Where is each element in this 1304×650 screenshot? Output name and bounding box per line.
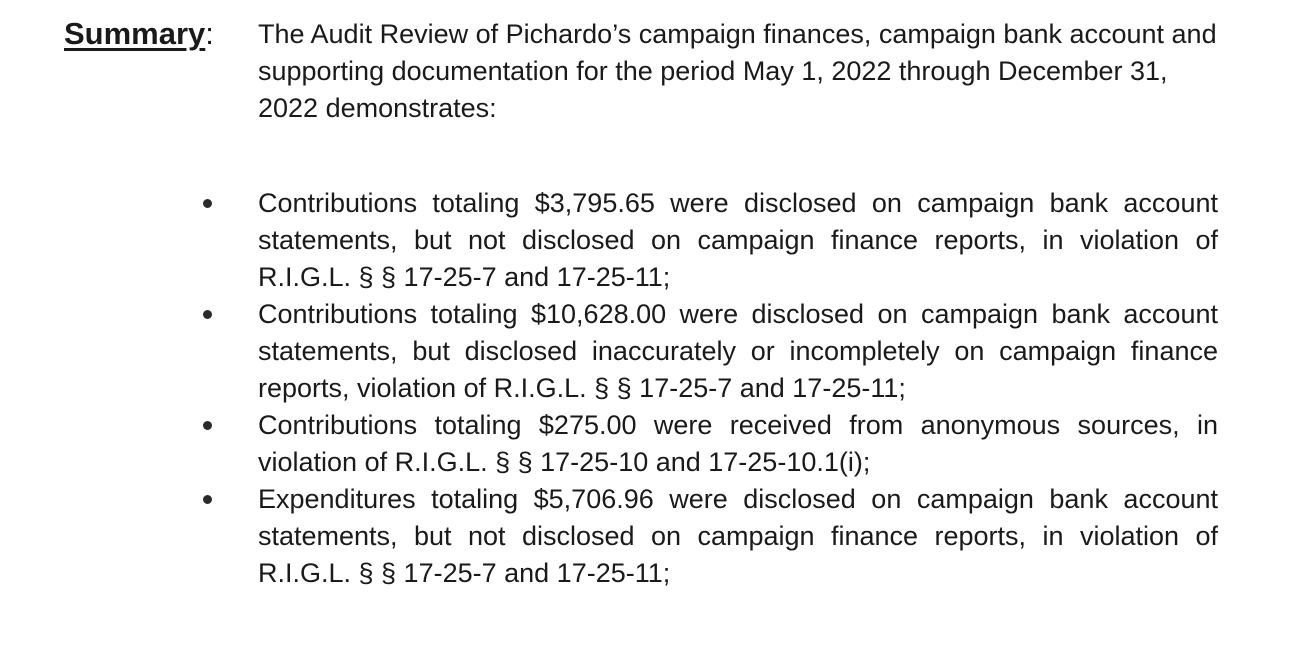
bullet-icon [203,421,212,430]
finding-text: Expenditures totaling $5,706.96 were disclosed on campaign bank account statements, but not disclosed on campaign finance reports, in violation of R.I.G.L. § § 17-25-7 and 17-25-11; [258,484,1218,588]
summary-colon: : [205,16,214,51]
finding-item [203,407,1218,481]
finding-item [203,185,1218,296]
bullet-icon [203,199,212,208]
summary-intro: The Audit Review of Pichardo’s campaign finances, campaign bank account and supporting documentation for the period May 1, 2022 through December 31, 2022 demonstrates: [258,19,1217,123]
summary-label: Summary [64,16,206,51]
findings-list [203,185,1218,592]
finding-item [203,481,1218,592]
summary-heading [64,14,214,53]
finding-item [203,296,1218,407]
finding-text: Contributions totaling $275.00 were received from anonymous sources, in violation of R.I.G.L. § § 17-25-10 and 17-25-10.1(i); [258,410,1218,477]
bullet-icon [203,495,212,504]
finding-text: Contributions totaling $3,795.65 were disclosed on campaign bank account statements, but not disclosed on campaign finance reports, in violation of R.I.G.L. § § 17-25-7 and 17-25-11; [258,188,1218,292]
bullet-icon [203,310,212,319]
finding-text: Contributions totaling $10,628.00 were disclosed on campaign bank account statements, but disclosed inaccurately or incompletely on campaign finance reports, violation of R.I.G.L. § § 17-25-7 and 17-25-11; [258,299,1218,403]
